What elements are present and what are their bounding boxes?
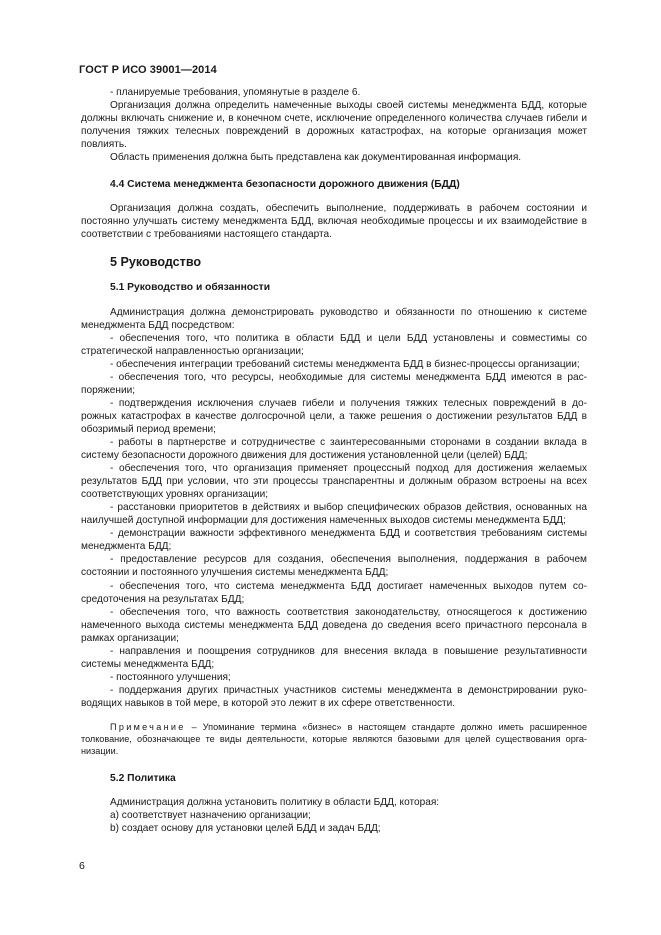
- intro-paragraph: Организация должна определить намеченные выходы своей системы менеджмента БДД, которые должны включать снижение и, в конечном счете, исключение определенного количества случаев гибели и получения тяжких телесных повреждений в дорожных катастрофах, на которые организация может повлиять.: [81, 100, 587, 151]
- standard-header: ГОСТ Р ИСО 39001—2014: [79, 64, 217, 76]
- page-number: 6: [79, 860, 85, 872]
- intro-paragraph: Область применения должна быть представлена как документированная информация.: [110, 152, 522, 164]
- section-5-2-heading: 5.2 Политика: [110, 772, 176, 784]
- list-item: - подтверждения исключения случаев гибели и получения тяжких телесных повреждений в дорожных катастрофах в качестве долгосрочной цели, а также решения о достижении результатов БДД в обозримый период времени;: [81, 397, 587, 435]
- section-5-heading: 5 Руководство: [110, 255, 202, 270]
- section-5-1-heading: 5.1 Руководство и обязанности: [110, 282, 271, 294]
- list-item: - предоставление ресурсов для создания, обеспечения выполнения, поддержания в рабочем состоянии и постоянного улучшения системы менеджмента БДД;: [81, 554, 587, 579]
- section-5-1-lead: Администрация должна демонстрировать руководство и обязанности по отношению к системе менеджмента БДД посредством:: [81, 306, 587, 331]
- list-item: - обеспечения того, что организация применяет процессный подход для достижения желаемых результатов БДД при условии, что эти процессы транспарентны и должным образом встроены на всех соответствующих уровнях организации;: [81, 463, 587, 501]
- note-text: – Упоминание термина «бизнес» в настоящем стандарте должно иметь расширенное толкование, обозначающее те виды деятельности, которые являются базовыми для целей существования организации.: [81, 721, 587, 757]
- list-item: - обеспечения интеграции требований системы менеджмента БДД в бизнес-процессы организации;: [110, 358, 580, 370]
- list-item: - постоянного улучшения;: [110, 671, 231, 683]
- page-content: [81, 86, 587, 835]
- list-item: - работы в партнерстве и сотрудничестве с заинтересованными сторонами в создании вклада в систему безопасности дорожного движения для достижения установленной цели (целей) БДД;: [81, 436, 587, 462]
- list-item: - обеспечения того, что система менеджмента БДД достигает намеченных выходов путем сосредоточения на результатах БДД;: [81, 580, 587, 605]
- section-5-2-lead: Администрация должна установить политику в области БДД, которая:: [110, 796, 440, 808]
- list-item: a) соответствует назначению организации;: [110, 809, 311, 821]
- section-4-4-heading: 4.4 Система менеджмента безопасности дорожного движения (БДД): [110, 179, 460, 191]
- list-item: - поддержания других причастных участников системы менеджмента в демонстрировании руководящих навыков в той мере, в которой это лежит в их сфере ответственности.: [81, 684, 587, 709]
- section-4-4-text: Организация должна создать, обеспечить выполнение, поддерживать в рабочем состоянии и постоянно улучшать систему менеджмента БДД, включая необходимые процессы и их взаимодействие в соответствии с требованиями настоящего стандарта.: [81, 203, 587, 241]
- note-paragraph: [81, 721, 587, 758]
- list-item: - направления и поощрения сотрудников для внесения вклада в повышение результативности системы менеджмента БДД;: [81, 645, 587, 670]
- list-item: b) создает основу для установки целей БДД и задач БДД;: [110, 822, 381, 834]
- intro-paragraph: - планируемые требования, упомянутые в разделе 6.: [110, 87, 361, 98]
- list-item: - обеспечения того, что важность соответствия законодательству, относящегося к достижению намеченного выхода системы менеджмента БДД доведена до сведения всего причастного персонала в рамках организации;: [81, 606, 587, 644]
- list-item: - расстановки приоритетов в действиях и выбор специфических образов действия, основанных на наилучшей доступной информации для достижения намеченных выходов системы менеджмента БДД;: [81, 502, 587, 527]
- note-label: Примечание: [110, 721, 186, 732]
- list-item: - обеспечения того, что ресурсы, необходимые для системы менеджмента БДД имеются в распоряжении;: [81, 371, 587, 396]
- list-item: - демонстрации важности эффективного менеджмента БДД и соответствия требованиям системы менеджмента БДД;: [81, 528, 587, 553]
- list-item: - обеспечения того, что политика в области БДД и цели БДД установлены и совместимы со стратегической направленностью организации;: [81, 332, 587, 357]
